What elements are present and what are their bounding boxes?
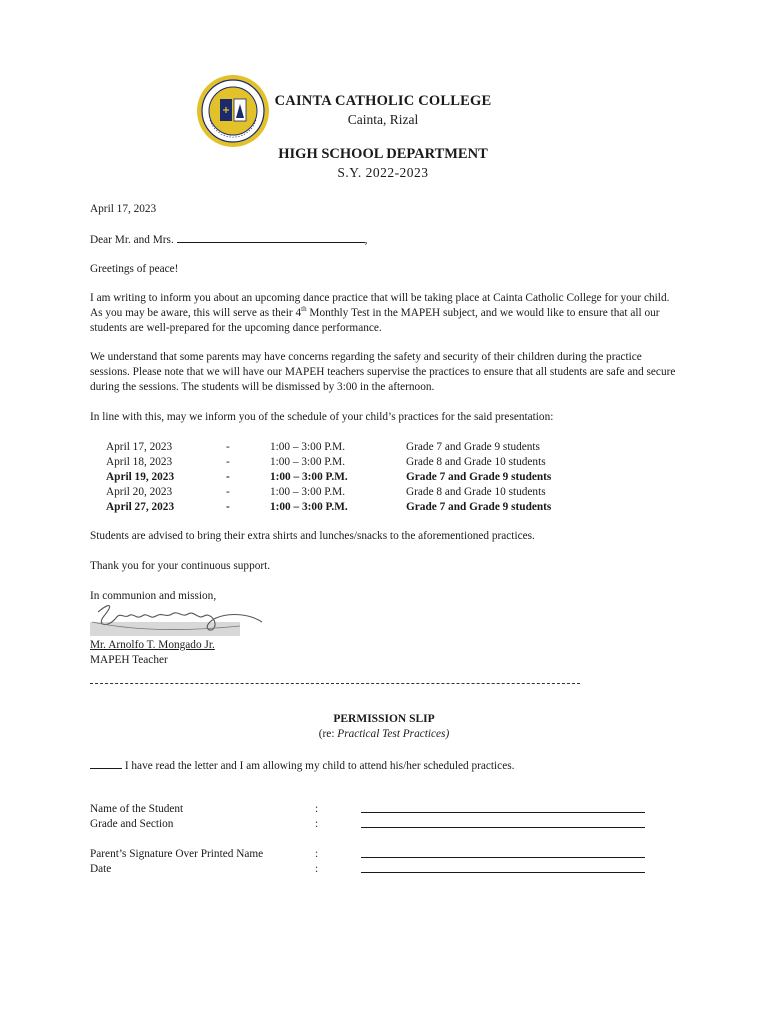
schedule-date: April 18, 2023 (106, 456, 173, 468)
schedule-time: 1:00 – 3:00 P.M. (270, 501, 348, 513)
teacher-name-text: Mr. Arnolfo T. Mongado Jr. (90, 639, 215, 651)
department-title: HIGH SCHOOL DEPARTMENT (278, 146, 488, 162)
schedule-time: 1:00 – 3:00 P.M. (270, 486, 346, 498)
schedule-grades: Grade 7 and Grade 9 students (406, 501, 552, 513)
permission-slip-subtitle (90, 727, 678, 742)
grade-section-blank[interactable] (361, 827, 645, 828)
schedule-time: 1:00 – 3:00 P.M. (270, 456, 346, 468)
schedule-date: April 19, 2023 (106, 471, 175, 483)
schedule-dash: - (226, 471, 230, 483)
form-field-grade-section (90, 817, 650, 832)
field-label: Name of the Student (90, 803, 184, 815)
schedule-row (106, 455, 626, 470)
student-name-blank[interactable] (361, 812, 645, 813)
schedule-date: April 27, 2023 (106, 501, 175, 513)
form-field-student-name (90, 802, 650, 817)
parent-signature-blank[interactable] (361, 857, 645, 858)
parent-name-blank (177, 232, 365, 243)
salutation (90, 232, 680, 248)
consent-checkmark-blank[interactable] (90, 758, 122, 769)
field-colon: : (315, 848, 319, 860)
schedule-row (106, 500, 626, 515)
form-field-date (90, 862, 650, 877)
paragraph-intro-b: Monthly Test in the MAPEH subject, and we would like to ensure that all our students are well-prepared for the upcoming dance performance. (90, 306, 660, 334)
school-year: S.Y. 2022-2023 (337, 165, 429, 180)
subtitle-italic: Practical Test Practices) (337, 728, 450, 740)
schedule-dash: - (226, 441, 230, 453)
schedule-dash: - (226, 456, 230, 468)
schedule-table (106, 440, 626, 515)
consent-line (90, 758, 680, 774)
letter-date: April 17, 2023 (90, 203, 157, 215)
field-label: Grade and Section (90, 818, 174, 830)
form-field-parent-signature (90, 847, 650, 862)
school-location: Cainta, Rizal (347, 112, 419, 127)
school-name: CAINTA CATHOLIC COLLEGE (274, 93, 492, 109)
subtitle-prefix: (re: (318, 728, 338, 740)
schedule-row (106, 485, 626, 500)
teacher-name (90, 638, 680, 653)
salutation-text: Dear Mr. and Mrs. (90, 234, 174, 246)
consent-text: I have read the letter and I am allowing my child to attend his/her scheduled practices. (122, 760, 515, 772)
field-colon: : (315, 818, 319, 830)
field-label: Date (90, 863, 112, 875)
schedule-grades: Grade 7 and Grade 9 students (406, 441, 540, 453)
handwritten-signature-icon (90, 602, 265, 638)
paragraph-intro-a: I am writing to inform you about an upcoming dance practice that will be taking place at Cainta Catholic College for your child. As you may be aware, this will serve as their 4 (90, 292, 670, 319)
schedule-date: April 20, 2023 (106, 486, 173, 498)
date-blank[interactable] (361, 872, 645, 873)
paragraph-safety: We understand that some parents may have concerns regarding the safety and security of their children during the practice sessions. Please note that we will have our MAPEH teachers supervise the practices to ensure that all students are safe and secure during the sessions. The students will be dismissed by 3:00 in the afternoon. (90, 351, 676, 393)
schedule-grades: Grade 8 and Grade 10 students (406, 456, 546, 468)
schedule-grades: Grade 7 and Grade 9 students (406, 471, 552, 483)
ordinal-suffix: th (301, 305, 307, 314)
schedule-dash: - (226, 501, 230, 513)
cut-line-divider (90, 683, 580, 684)
field-label: Parent’s Signature Over Printed Name (90, 848, 264, 860)
schedule-date: April 17, 2023 (106, 441, 173, 453)
schedule-row (106, 440, 626, 455)
greeting: Greetings of peace! (90, 263, 179, 275)
schedule-row (106, 470, 626, 485)
field-colon: : (315, 863, 319, 875)
schedule-dash: - (226, 486, 230, 498)
permission-slip-title: PERMISSION SLIP (333, 713, 435, 725)
salutation-comma: , (364, 234, 368, 246)
field-colon: : (315, 803, 319, 815)
teacher-title: MAPEH Teacher (90, 654, 168, 666)
schedule-time: 1:00 – 3:00 P.M. (270, 441, 346, 453)
schedule-time: 1:00 – 3:00 P.M. (270, 471, 348, 483)
paragraph-schedule-intro: In line with this, may we inform you of the schedule of your child’s practices for the said presentation: (90, 411, 554, 423)
school-seal-icon (196, 74, 270, 148)
schedule-grades: Grade 8 and Grade 10 students (406, 486, 546, 498)
paragraph-reminder: Students are advised to bring their extra shirts and lunches/snacks to the aforementioned practices. (90, 530, 535, 542)
paragraph-intro (90, 291, 680, 335)
thanks-line: Thank you for your continuous support. (90, 560, 271, 572)
closing-line: In communion and mission, (90, 590, 217, 602)
